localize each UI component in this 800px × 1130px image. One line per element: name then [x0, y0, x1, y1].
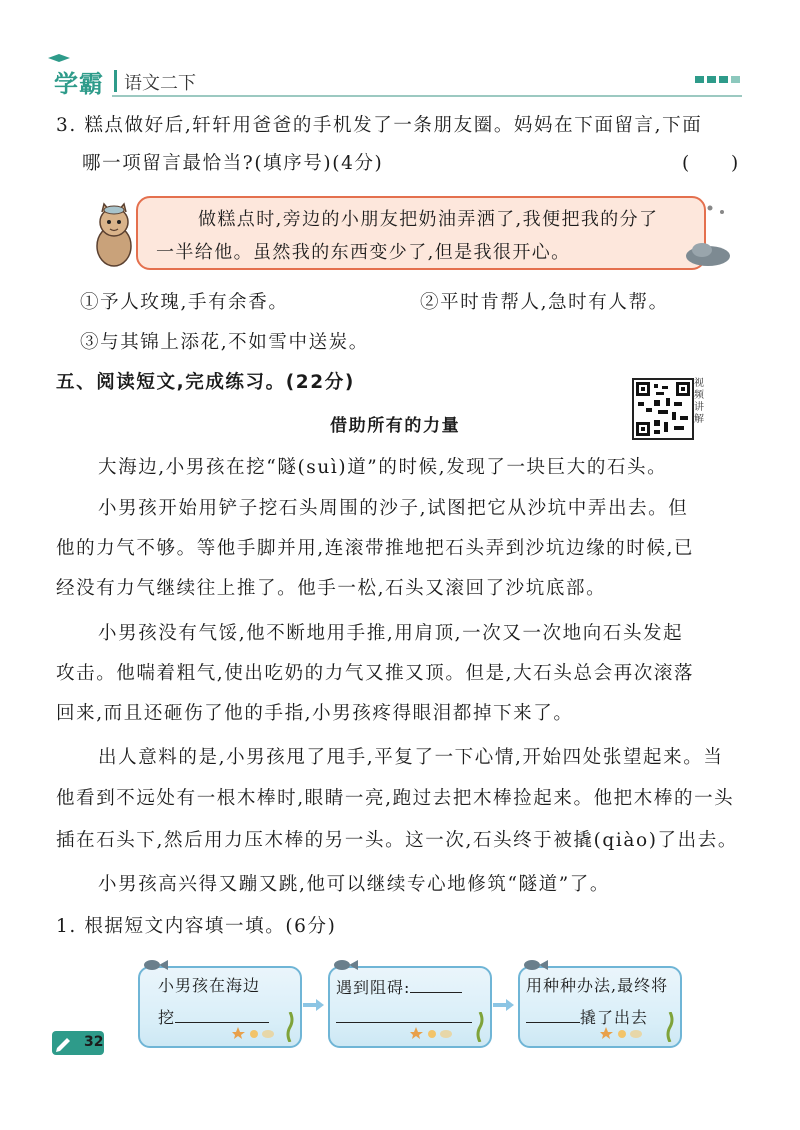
passage-line-9: 他看到不远处有一根木棒时,眼睛一亮,跑过去把木棒捡起来。他把木棒的一头 — [56, 788, 735, 809]
starfish-shell-icon — [410, 1026, 456, 1040]
book-subtitle: 语文二下 — [124, 73, 196, 94]
passage-line-7: 回来,而且还砸伤了他的手指,小男孩疼得眼泪都掉下来了。 — [56, 703, 574, 724]
flow-box-2-line1: 遇到阻碍: — [336, 978, 462, 996]
qr-video-label: 视频讲解 — [694, 378, 704, 425]
passage-line-8: 出人意料的是,小男孩甩了甩手,平复了一下心情,开始四处张望起来。当 — [98, 747, 724, 768]
fish-icon — [142, 958, 170, 972]
starfish-shell-icon — [232, 1026, 278, 1040]
q3-option-2: ②平时肯帮人,急时有人帮。 — [420, 292, 669, 313]
q3-stem-line2: 哪一项留言最恰当?(填序号)(4分) — [82, 153, 384, 174]
seaweed-icon — [664, 1012, 676, 1042]
passage-line-4: 经没有力气继续往上推了。他手一松,石头又滚回了沙坑底部。 — [56, 578, 607, 599]
q3-option-1: ①予人玫瑰,手有余香。 — [80, 292, 289, 313]
thought-bubble-icon — [680, 204, 732, 270]
passage-line-11: 小男孩高兴得又蹦又跳,他可以继续专心地修筑“隧道”了。 — [98, 874, 610, 895]
passage-line-6: 攻击。他喘着粗气,使出吃奶的力气又推又顶。但是,大石头总会再次滚落 — [56, 663, 695, 684]
brand-logo-text: 学霸 — [54, 70, 104, 98]
passage-line-3: 他的力气不够。等他手脚并用,连滚带推地把石头弄到沙坑边缘的时候,已 — [56, 538, 695, 559]
header-divider — [114, 70, 117, 92]
pencil-icon — [52, 1031, 76, 1055]
q3-option-3: ③与其锦上添花,不如雪中送炭。 — [80, 332, 369, 353]
seaweed-icon — [284, 1012, 296, 1042]
passage-title: 借助所有的力量 — [330, 416, 461, 436]
passage-line-2: 小男孩开始用铲子挖石头周围的沙子,试图把它从沙坑中弄出去。但 — [98, 498, 689, 519]
blank-box3[interactable] — [526, 1008, 580, 1023]
bubble-text-line1: 做糕点时,旁边的小朋友把奶油弄洒了,我便把我的分了 — [198, 209, 659, 230]
flow-box-2-line2 — [336, 1008, 472, 1026]
q1-prompt: 1. 根据短文内容填一填。(6分) — [56, 916, 337, 937]
fish-icon — [332, 958, 360, 972]
brand-logo — [54, 64, 104, 99]
starfish-shell-icon — [600, 1026, 646, 1040]
blank-box2a[interactable] — [410, 978, 462, 993]
blank-box1[interactable] — [175, 1008, 269, 1023]
flow-box-3-line2: 撬了出去 — [526, 1008, 648, 1026]
header-decoration — [695, 76, 740, 83]
header-rule — [112, 95, 742, 97]
graduation-cap-icon — [48, 54, 70, 64]
seaweed-icon — [474, 1012, 486, 1042]
passage-line-1: 大海边,小男孩在挖“隧(suì)道”的时候,发现了一块巨大的石头。 — [98, 457, 668, 478]
page-number: 32 — [84, 1034, 104, 1050]
arrow-right-icon — [493, 998, 515, 1012]
passage-line-10: 插在石头下,然后用力压木棒的另一头。这一次,石头终于被撬(qiào)了出去。 — [56, 830, 738, 851]
flow-box-1-line1: 小男孩在海边 — [158, 976, 261, 995]
blank-box2b[interactable] — [336, 1008, 472, 1023]
cat-mascot-icon — [88, 202, 140, 270]
qr-code-icon[interactable] — [632, 378, 694, 440]
q3-stem-line1: 3. 糕点做好后,轩轩用爸爸的手机发了一条朋友圈。妈妈在下面留言,下面 — [56, 115, 703, 136]
q3-answer-blank[interactable]: ( ) — [682, 153, 740, 174]
fish-icon — [522, 958, 550, 972]
arrow-right-icon — [303, 998, 325, 1012]
passage-line-5: 小男孩没有气馁,他不断地用手推,用肩顶,一次又一次地向石头发起 — [98, 623, 684, 644]
flow-box-3-line1: 用种种办法,最终将 — [526, 976, 669, 995]
bubble-text-line2: 一半给他。虽然我的东西变少了,但是我很开心。 — [156, 242, 571, 263]
section5-heading: 五、阅读短文,完成练习。(22分) — [56, 372, 355, 393]
flow-box-1-line2: 挖 — [158, 1008, 269, 1026]
